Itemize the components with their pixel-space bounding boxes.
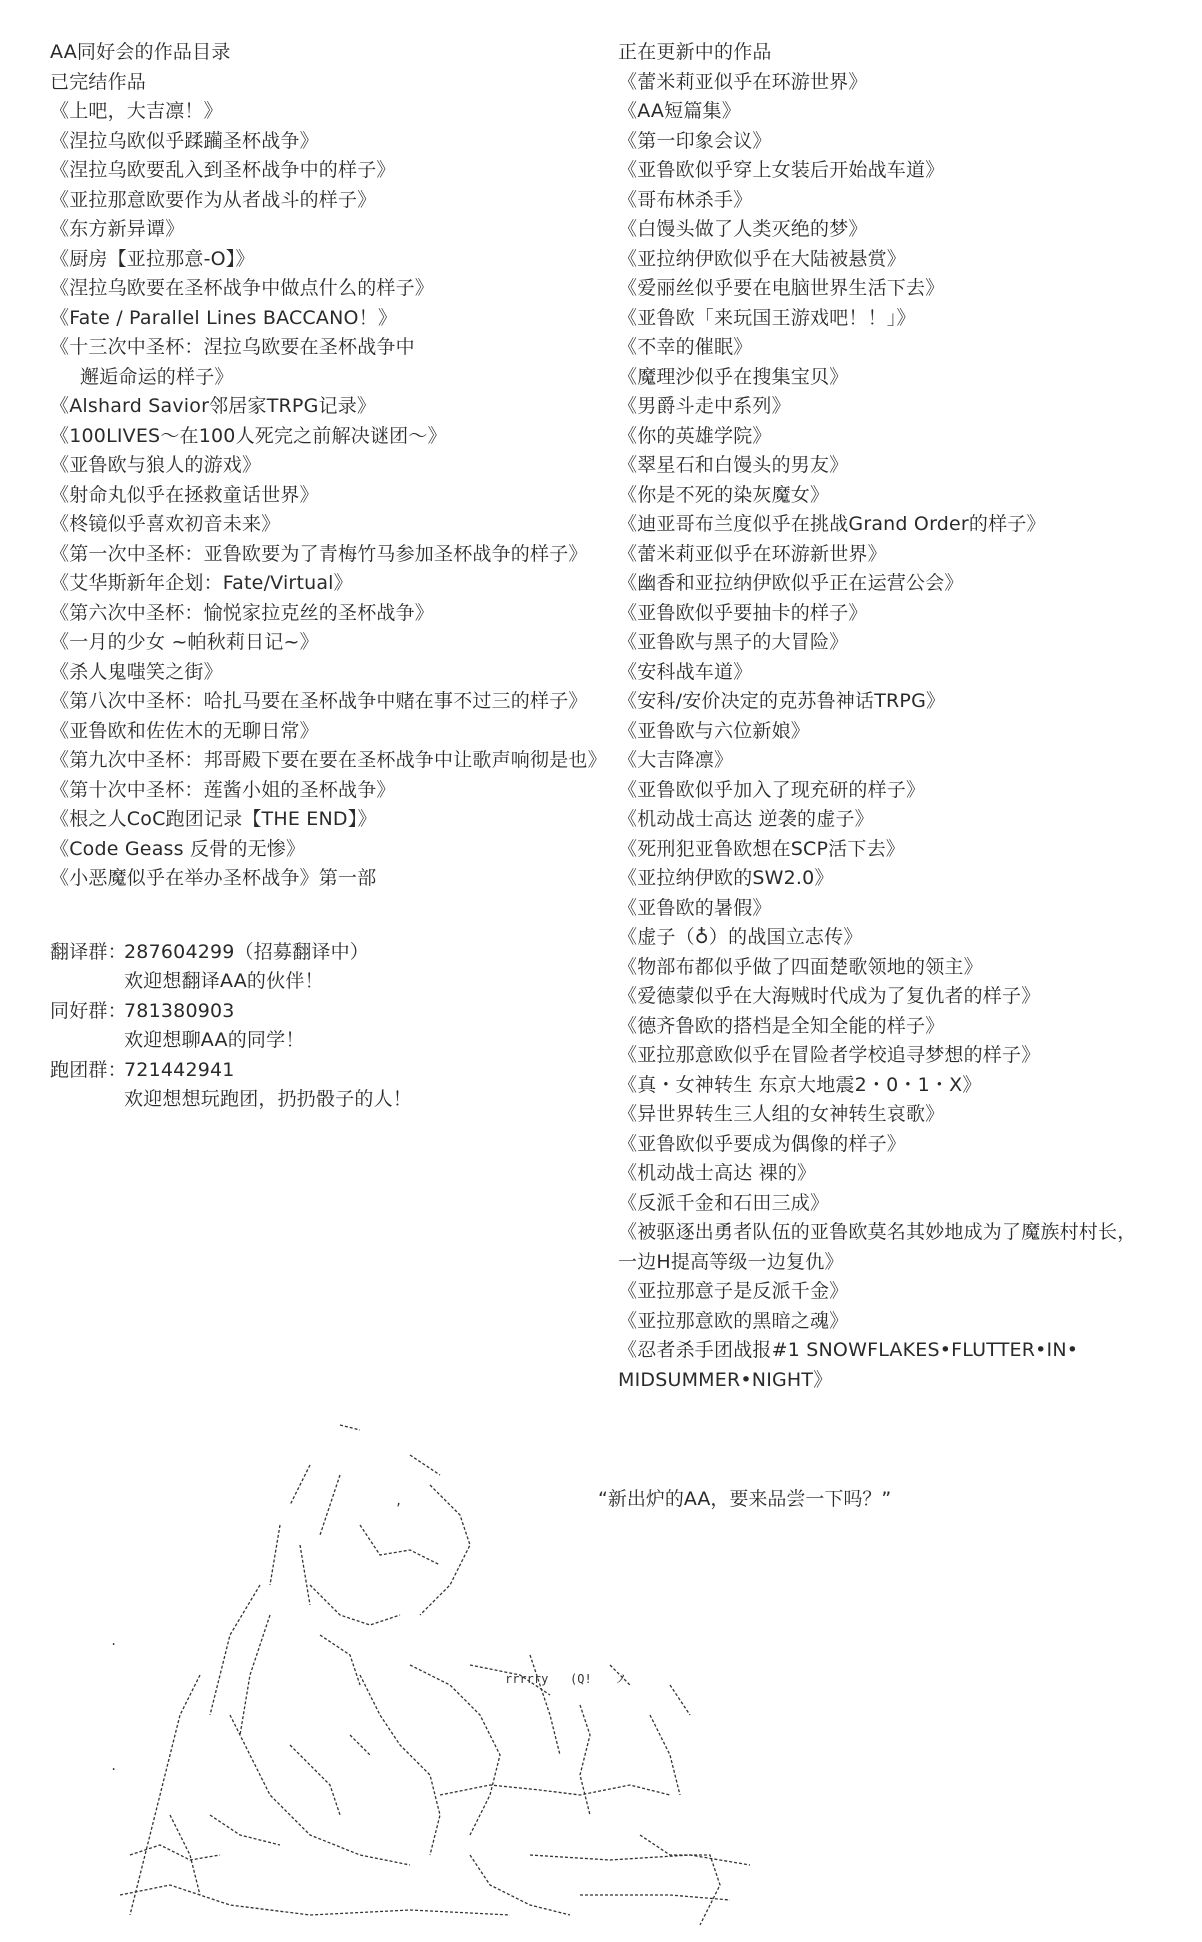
work-title: 《第十次中圣杯：莲酱小姐的圣杯战争》 xyxy=(50,778,396,801)
section-spacer xyxy=(50,894,610,938)
work-title: 《真・女神转生 东京大地震2・0・1・X》 xyxy=(618,1073,982,1096)
group-label: 跑团群： xyxy=(50,1058,127,1081)
work-title: 邂逅命运的样子》 xyxy=(80,365,234,388)
svg-text:.: . xyxy=(110,1759,118,1773)
group-entry xyxy=(50,938,610,968)
ongoing-works-column xyxy=(618,38,1178,1395)
work-title: 《亚拉那意欧的黑暗之魂》 xyxy=(618,1309,849,1332)
work-title: 《涅拉乌欧要在圣杯战争中做点什么的样子》 xyxy=(50,277,435,299)
work-title: 《东方新异谭》 xyxy=(50,218,185,240)
group-number: 721442941 xyxy=(124,1058,235,1081)
work-title: 《小恶魔似乎在举办圣杯战争》第一部 xyxy=(50,867,377,889)
work-title: 《涅拉乌欧要乱入到圣杯战争中的样子》 xyxy=(50,159,396,181)
work-title: 《蕾米莉亚似乎在环游世界》 xyxy=(618,70,868,93)
work-title: 《不幸的催眠》 xyxy=(618,336,753,358)
work-title: 《第六次中圣杯：愉悦家拉克丝的圣杯战争》 xyxy=(50,601,435,624)
work-title: 《幽香和亚拉纳伊欧似乎正在运营公会》 xyxy=(618,572,964,594)
work-title: 《厨房【亚拉那意-O】》 xyxy=(50,247,255,270)
group-label: 翻译群： xyxy=(50,940,127,963)
work-title: 《大吉降凛》 xyxy=(618,749,734,771)
ongoing-works-list xyxy=(618,68,1178,1396)
completed-works-list xyxy=(50,97,610,894)
work-title: 《迪亚哥布兰度似乎在挑战Grand Order的样子》 xyxy=(618,513,1046,535)
ongoing-works-header: 正在更新中的作品 xyxy=(618,41,772,63)
work-title: 《十三次中圣杯：涅拉乌欧要在圣杯战争中 xyxy=(50,336,415,358)
work-title: 《亚鲁欧「来玩国王游戏吧！！」》 xyxy=(618,306,916,329)
work-title: 《亚鲁欧与六位新娘》 xyxy=(618,719,811,742)
work-title: 《爱德蒙似乎在大海贼时代成为了复仇者的样子》 xyxy=(618,985,1041,1007)
work-title: 《Fate / Parallel Lines BACCANO！》 xyxy=(50,306,398,329)
group-label: 同好群： xyxy=(50,999,127,1022)
svg-text:ノ: ノ xyxy=(615,1672,628,1686)
work-title: 《反派千金和石田三成》 xyxy=(618,1191,830,1214)
work-title: 《亚鲁欧的暑假》 xyxy=(618,896,772,919)
work-title: 《亚拉那意欧似乎在冒险者学校追寻梦想的样子》 xyxy=(618,1044,1041,1066)
work-title: 《亚鲁欧似乎要抽卡的样子》 xyxy=(618,601,868,624)
work-title: 《亚鲁欧似乎加入了现充研的样子》 xyxy=(618,778,926,801)
work-title: 《涅拉乌欧似乎蹂躏圣杯战争》 xyxy=(50,129,319,152)
work-title: 《爱丽丝似乎要在电脑世界生活下去》 xyxy=(618,277,945,299)
group-number: 781380903 xyxy=(124,999,235,1022)
qq-groups xyxy=(50,938,610,1115)
svg-text:(Q!: (Q! xyxy=(570,1672,592,1686)
svg-text:rrrrry: rrrrry xyxy=(505,1672,549,1686)
work-title: 《男爵斗走中系列》 xyxy=(618,395,791,417)
work-title: 《哥布林杀手》 xyxy=(618,188,753,211)
work-title: 《安科/安价决定的克苏鲁神话TRPG》 xyxy=(618,690,946,712)
work-title: 《亚鲁欧与黑子的大冒险》 xyxy=(618,631,849,653)
work-title: 《100LIVES～在100人死完之前解决谜团～》 xyxy=(50,424,447,447)
completed-works-label: 已完结作品 xyxy=(50,70,147,93)
completed-works-column xyxy=(50,38,610,1115)
work-title: 《被驱逐出勇者队伍的亚鲁欧莫名其妙地成为了魔族村村长， xyxy=(618,1221,1137,1243)
work-title: 《德齐鲁欧的搭档是全知全能的样子》 xyxy=(618,1014,945,1037)
work-title: 《Code Geass 反骨的无惨》 xyxy=(50,837,306,860)
work-title: 《射命丸似乎在拯救童话世界》 xyxy=(50,483,319,506)
catalog-header: AA同好会的作品目录 xyxy=(50,41,231,63)
work-title: 一边H提高等级一边复仇》 xyxy=(618,1250,844,1273)
work-title: 《亚拉那意欧要作为从者战斗的样子》 xyxy=(50,188,377,211)
svg-text:,: , xyxy=(395,1494,403,1508)
work-title: 《艾华斯新年企划：Fate/Virtual》 xyxy=(50,572,353,594)
work-title: 《亚拉纳伊欧似乎在大陆被悬赏》 xyxy=(618,247,907,270)
work-title: 《死刑犯亚鲁欧想在SCP活下去》 xyxy=(618,837,905,860)
speech-bubble-text: “新出炉的AA，要来品尝一下吗？” xyxy=(598,1488,892,1510)
work-title: 《Alshard Savior邻居家TRPG记录》 xyxy=(50,395,377,417)
work-title: 《亚鲁欧似乎穿上女装后开始战车道》 xyxy=(618,159,945,181)
work-title: 《忍者杀手团战报#1 SNOWFLAKES•FLUTTER•IN• xyxy=(618,1339,1079,1361)
work-title: 《异世界转生三人组的女神转生哀歌》 xyxy=(618,1103,945,1125)
work-title: 《第九次中圣杯：邦哥殿下要在要在圣杯战争中让歌声响彻是也》 xyxy=(50,749,607,771)
work-title: 《AA短篇集》 xyxy=(618,100,741,122)
work-title: 《亚拉纳伊欧的SW2.0》 xyxy=(618,867,834,889)
work-title: 《亚鲁欧似乎要成为偶像的样子》 xyxy=(618,1132,907,1155)
work-title: 《杀人鬼嗤笑之街》 xyxy=(50,660,223,683)
work-title: 《亚拉那意子是反派千金》 xyxy=(618,1280,849,1302)
work-title: 《物部布都似乎做了四面楚歌领地的领主》 xyxy=(618,955,983,978)
group-note: 欢迎想聊AA的同学！ xyxy=(124,1029,305,1051)
work-title: 《魔理沙似乎在搜集宝贝》 xyxy=(618,365,849,388)
work-title: 《安科战车道》 xyxy=(618,660,753,683)
work-title: 《白馒头做了人类灭绝的梦》 xyxy=(618,218,868,240)
ascii-art-figure xyxy=(110,1415,810,1935)
work-title: 《机动战士高达 逆袭的虚子》 xyxy=(618,808,874,830)
work-title: 《亚鲁欧与狼人的游戏》 xyxy=(50,454,262,476)
work-title: 《亚鲁欧和佐佐木的无聊日常》 xyxy=(50,719,319,742)
group-entry xyxy=(50,1056,610,1086)
work-title: 《第一次中圣杯：亚鲁欧要为了青梅竹马参加圣杯战争的样子》 xyxy=(50,542,588,565)
ascii-art-illustration xyxy=(110,1415,810,1935)
work-title: 《蕾米莉亚似乎在环游新世界》 xyxy=(618,542,887,565)
work-title: 《第一印象会议》 xyxy=(618,129,772,152)
work-title: 《虚子（♁）的战国立志传》 xyxy=(618,926,863,948)
work-title: 《一月的少女 ~帕秋莉日记~》 xyxy=(50,631,319,653)
work-title: 《你的英雄学院》 xyxy=(618,424,772,447)
group-number: 287604299（招募翻译中） xyxy=(124,940,369,963)
group-note: 欢迎想想玩跑团，扔扔骰子的人！ xyxy=(124,1088,413,1110)
work-title: 《根之人CoC跑团记录【THE END】》 xyxy=(50,808,377,830)
group-note: 欢迎想翻译AA的伙伴！ xyxy=(124,970,324,992)
work-title: MIDSUMMER•NIGHT》 xyxy=(618,1368,833,1391)
work-title: 《翠星石和白馒头的男友》 xyxy=(618,454,849,476)
work-title: 《你是不死的染灰魔女》 xyxy=(618,483,830,506)
work-title: 《柊镜似乎喜欢初音未来》 xyxy=(50,513,281,535)
work-title: 《第八次中圣杯：哈扎马要在圣杯战争中赌在事不过三的样子》 xyxy=(50,690,588,712)
work-title: 《上吧，大吉凛！》 xyxy=(50,100,223,122)
svg-text:.: . xyxy=(110,1634,118,1648)
work-title: 《机动战士高达 裸的》 xyxy=(618,1162,817,1184)
group-entry xyxy=(50,997,610,1027)
